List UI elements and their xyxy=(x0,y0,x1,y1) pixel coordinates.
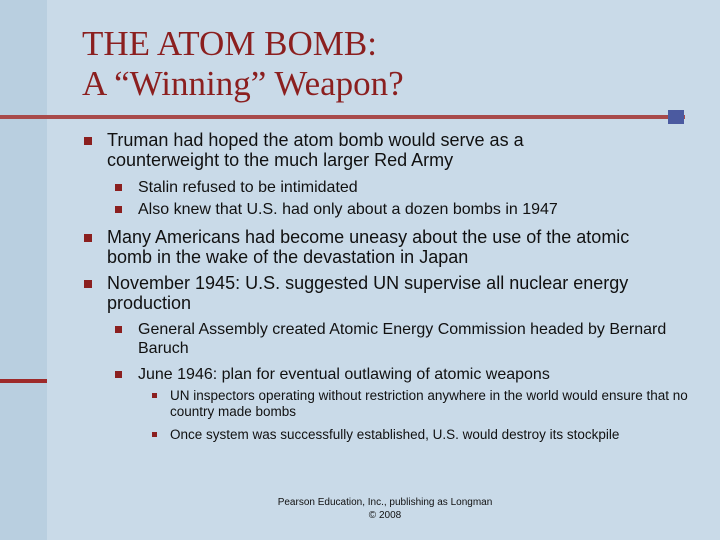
slide-title xyxy=(82,24,682,104)
bullet-square-icon xyxy=(115,206,122,213)
bullet-square-icon xyxy=(84,280,92,288)
slide-footer xyxy=(260,496,510,522)
bullet-level2 xyxy=(138,320,678,358)
bullet-square-icon xyxy=(152,393,157,398)
bullet-text: UN inspectors operating without restriction anywhere in the world would ensure that no country made bombs xyxy=(170,388,688,419)
left-decorative-band xyxy=(0,0,47,540)
title-divider xyxy=(0,115,685,119)
bullet-square-icon xyxy=(152,432,157,437)
bullet-text: June 1946: plan for eventual outlawing of atomic weapons xyxy=(138,366,550,383)
bullet-text: November 1945: U.S. suggested UN supervise all nuclear energy production xyxy=(107,273,629,313)
bullet-level2 xyxy=(138,178,678,197)
bullet-text: Stalin refused to be intimidated xyxy=(138,179,358,196)
left-accent-line xyxy=(0,379,47,383)
title-divider-accent xyxy=(668,110,684,124)
bullet-level2 xyxy=(138,365,678,384)
bullet-text: Once system was successfully established, U.S. would destroy its stockpile xyxy=(170,427,620,442)
bullet-level3 xyxy=(170,427,650,443)
title-line-2: A “Winning” Weapon? xyxy=(82,64,404,103)
bullet-square-icon xyxy=(115,371,122,378)
bullet-level2 xyxy=(138,200,678,219)
bullet-level1 xyxy=(107,273,637,313)
bullet-square-icon xyxy=(115,184,122,191)
bullet-level1 xyxy=(107,227,637,267)
footer-publisher: Pearson Education, Inc., publishing as Longman xyxy=(277,497,493,508)
bullet-level3 xyxy=(170,388,690,420)
bullet-level1 xyxy=(107,130,587,170)
bullet-text: Also knew that U.S. had only about a dozen bombs in 1947 xyxy=(138,201,558,218)
bullet-text: General Assembly created Atomic Energy Commission headed by Bernard Baruch xyxy=(138,321,667,357)
bullet-square-icon xyxy=(84,137,92,145)
bullet-square-icon xyxy=(115,326,122,333)
bullet-square-icon xyxy=(84,234,92,242)
bullet-text: Truman had hoped the atom bomb would serve as a counterweight to the much larger Red Army xyxy=(107,130,524,170)
title-line-1: THE ATOM BOMB: xyxy=(82,24,377,63)
bullet-text: Many Americans had become uneasy about the use of the atomic bomb in the wake of the devastation in Japan xyxy=(107,227,630,267)
footer-copyright: © 2008 xyxy=(368,510,402,521)
